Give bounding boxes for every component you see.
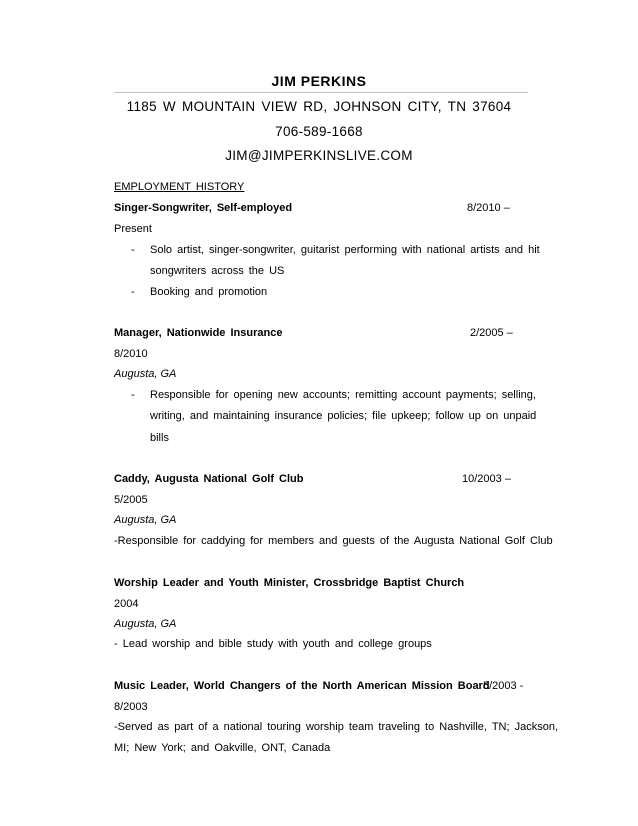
job-location: Augusta, GA: [114, 368, 177, 380]
job-title: Singer-Songwriter, Self-employed: [114, 202, 293, 214]
job-title: Caddy, Augusta National Golf Club: [114, 473, 304, 485]
job-description: -Served as part of a national touring worship team traveling to Nashville, TN; Jackson,: [114, 721, 558, 733]
job-bullet-continued: bills: [150, 432, 169, 444]
job-bullet: Solo artist, singer-songwriter, guitarist performing with national artists and hit: [150, 244, 540, 256]
job-date-end: 8/2010: [114, 348, 148, 360]
section-title-employment: EMPLOYMENT HISTORY: [114, 181, 245, 193]
job-date-start: 2/2005 –: [470, 327, 513, 339]
job-location: Augusta, GA: [114, 514, 177, 526]
job-title: Worship Leader and Youth Minister, Crossbridge Baptist Church: [114, 577, 465, 589]
address: 1185 W MOUNTAIN VIEW RD, JOHNSON CITY, TN 37604: [126, 99, 512, 114]
bullet-dash: -: [131, 389, 135, 401]
job-title: Music Leader, World Changers of the North American Mission Board: [114, 680, 490, 692]
phone: 706-589-1668: [275, 124, 363, 139]
bullet-dash: -: [131, 244, 135, 256]
job-date-end: Present: [114, 223, 152, 235]
job-description-continued: MI; New York; and Oakville, ONT, Canada: [114, 742, 331, 754]
job-bullet: Responsible for opening new accounts; remitting account payments; selling,: [150, 389, 536, 401]
job-location: Augusta, GA: [114, 618, 177, 630]
job-date-end: 2004: [114, 598, 139, 610]
job-date-end: 5/2005: [114, 494, 148, 506]
job-bullet-continued: songwriters across the US: [150, 265, 285, 277]
job-description: -Responsible for caddying for members and guests of the Augusta National Golf Club: [114, 535, 553, 547]
bullet-dash: -: [131, 286, 135, 298]
job-bullet: Booking and promotion: [150, 286, 268, 298]
resume-name: JIM PERKINS: [271, 73, 367, 89]
job-date-end: 8/2003: [114, 701, 148, 713]
job-date-start: 10/2003 –: [462, 473, 511, 485]
email: JIM@JIMPERKINSLIVE.COM: [225, 148, 413, 163]
job-date-start: 5/2003 -: [483, 680, 524, 692]
job-bullet-continued: writing, and maintaining insurance policies; file upkeep; follow up on unpaid: [150, 410, 537, 422]
header-divider: [114, 92, 528, 93]
job-description: - Lead worship and bible study with youth and college groups: [114, 638, 432, 650]
job-title: Manager, Nationwide Insurance: [114, 327, 283, 339]
job-date-start: 8/2010 –: [467, 202, 510, 214]
